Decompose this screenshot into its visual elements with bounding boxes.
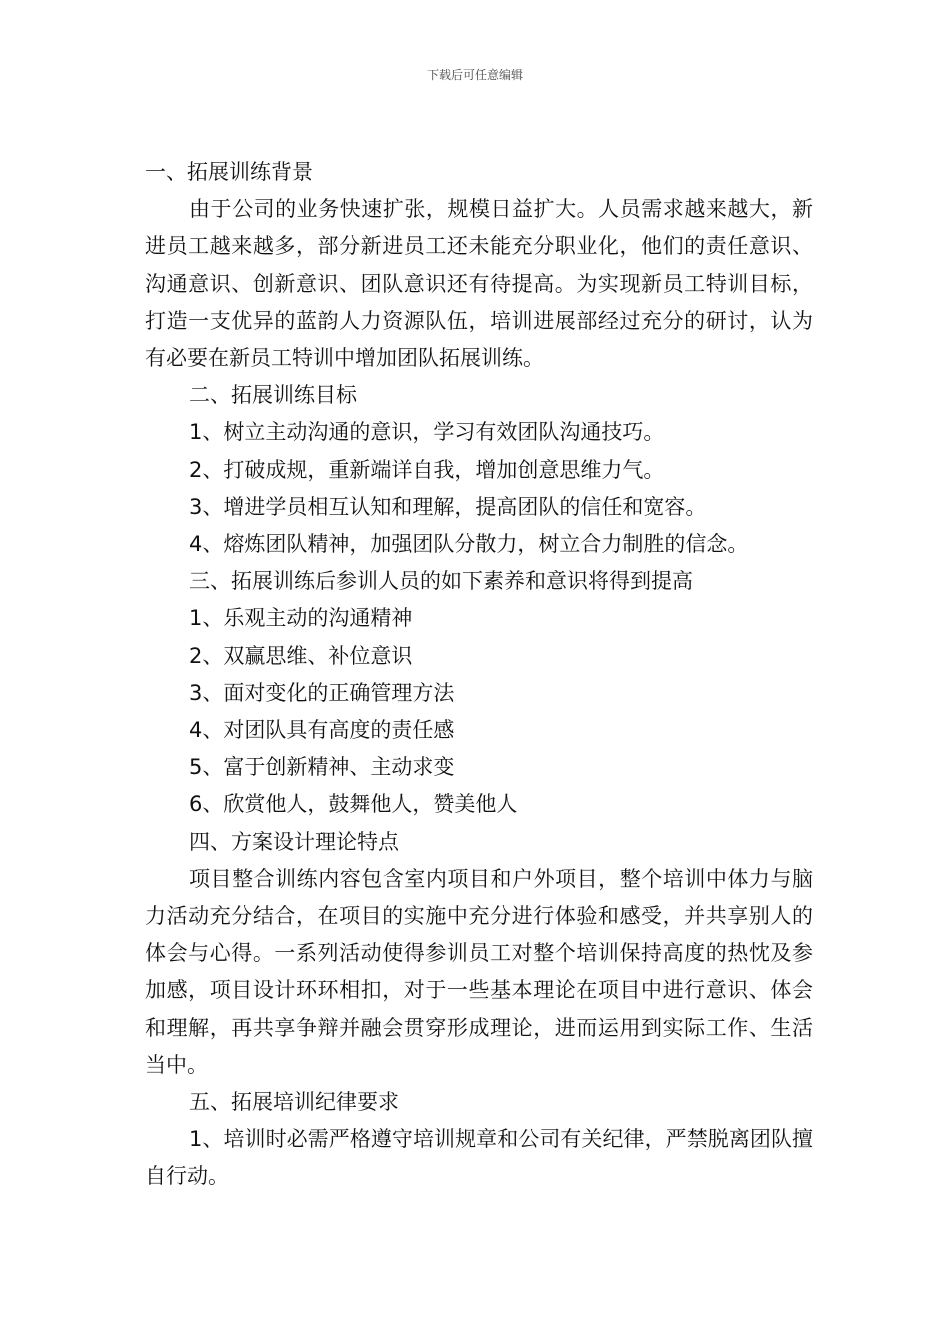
list-item-improvement-1: 1、乐观主动的沟通精神: [189, 606, 413, 631]
list-item-improvement-6: 6、欣赏他人，鼓舞他人，赞美他人: [189, 792, 518, 817]
list-item-improvement-3: 3、面对变化的正确管理方法: [189, 680, 455, 705]
section-heading-discipline: 五、拓展培训纪律要求: [189, 1090, 399, 1115]
section-heading-improvements: 三、拓展训练后参训人员的如下素养和意识将得到提高: [189, 569, 693, 594]
list-item-goal-2: 2、打破成规，重新端详自我，增加创意思维力气。: [189, 457, 665, 482]
document-body: [145, 154, 813, 1196]
section-heading-goals: 二、拓展训练目标: [189, 383, 357, 408]
list-item-improvement-5: 5、富于创新精神、主动求变: [189, 755, 455, 780]
list-item-discipline-1: 1、培训时必需严格遵守培训规章和公司有关纪律，严禁脱离团队擅自行动。: [145, 1127, 813, 1189]
section-heading-background: 一、拓展训练背景: [145, 160, 313, 184]
list-item-goal-3: 3、增进学员相互认知和理解，提高团队的信任和宽容。: [189, 494, 707, 519]
paragraph-background: 由于公司的业务快速扩张，规模日益扩大。人员需求越来越大，新进员工越来越多，部分新进员工还未能充分职业化，他们的责任意识、沟通意识、创新意识、团队意识还有待提高。为实现新员工特训目标，打造一支优异的蓝韵人力资源队伍，培训进展部经过充分的研讨，认为有必要在新员工特训中增加团队拓展训练。: [145, 197, 813, 371]
list-item-improvement-2: 2、双赢思维、补位意识: [189, 643, 413, 668]
list-item-goal-1: 1、树立主动沟通的意识，学习有效团队沟通技巧。: [189, 420, 665, 445]
list-item-improvement-4: 4、对团队具有高度的责任感: [189, 718, 455, 743]
page-header-note: 下载后可任意编辑: [426, 68, 523, 82]
paragraph-design: 项目整合训练内容包含室内项目和户外项目，整个培训中体力与脑力活动充分结合，在项目的实施中充分进行体验和感受，并共享别人的体会与心得。一系列活动使得参训员工对整个培训保持高度的热忱及参加感，项目设计环环相扣，对于一些基本理论在项目中进行意识、体会和理解，再共享争辩并融会贯穿形成理论，进而运用到实际工作、生活当中。: [145, 866, 813, 1077]
section-heading-design: 四、方案设计理论特点: [189, 829, 399, 854]
list-item-goal-4: 4、熔炼团队精神，加强团队分散力，树立合力制胜的信念。: [189, 532, 749, 557]
